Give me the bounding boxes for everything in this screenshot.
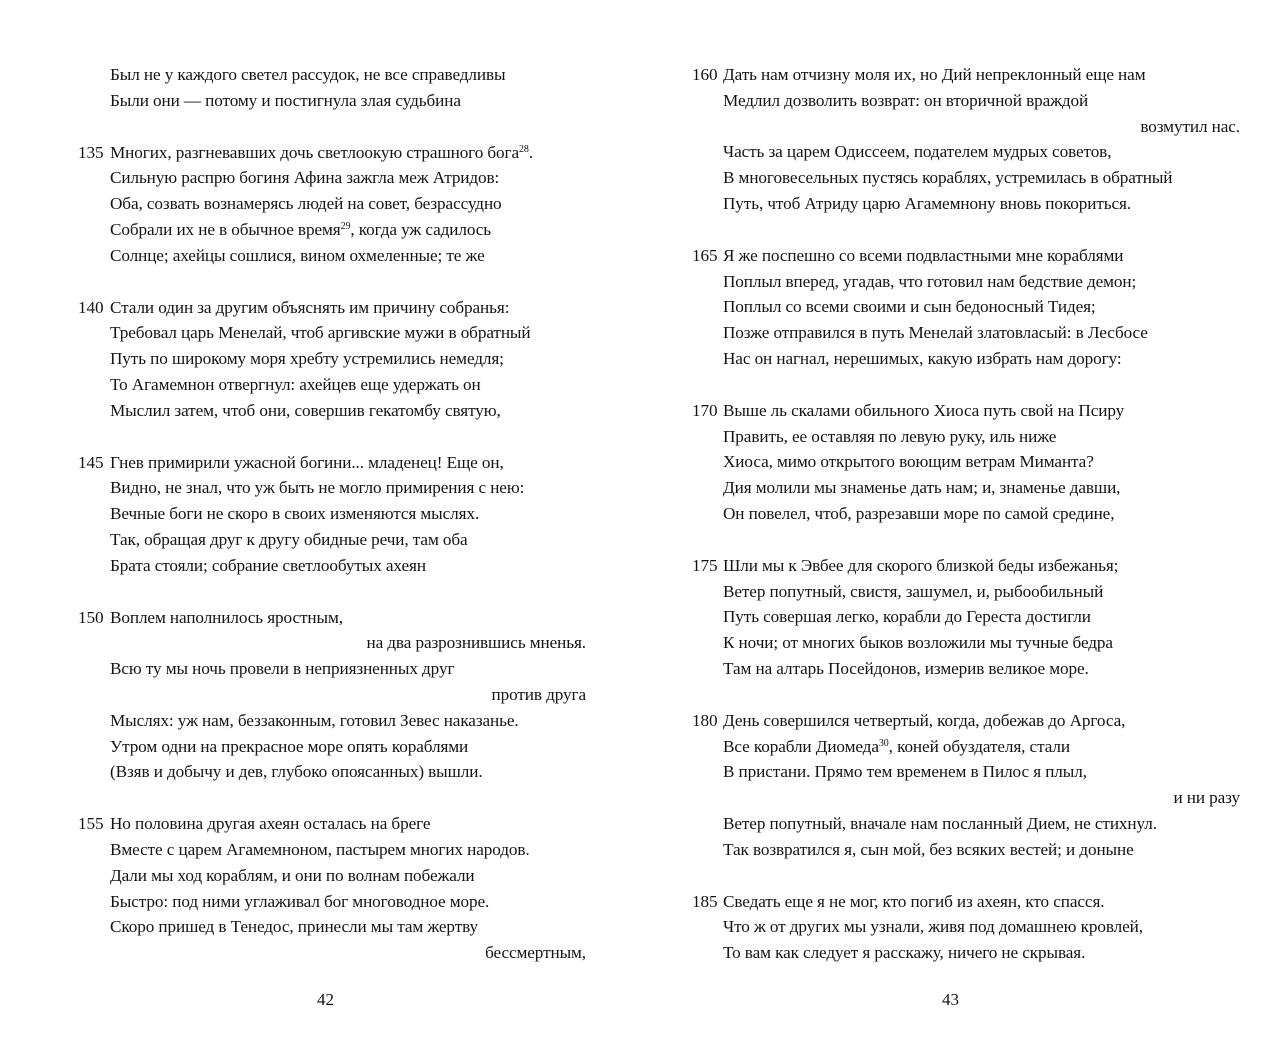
verse-line [640, 630, 1280, 656]
verse-text [110, 656, 454, 682]
verse-text-main: Что ж от других мы узнали, живя под домашнею кровлей, [723, 917, 1143, 937]
line-number: 185 [692, 891, 718, 911]
stanza [0, 62, 640, 114]
verse-text-main: День совершился четвертый, когда, добежав до Аргоса, [723, 710, 1126, 730]
verse-text [723, 553, 1118, 579]
verse-line [0, 811, 640, 837]
verse-text [723, 914, 1143, 940]
verse-text-main: Всю ту мы ночь провели в неприязненных друг [110, 659, 455, 679]
line-number: 135 [78, 142, 104, 162]
verse-line [640, 320, 1280, 346]
verse-text-main: Оба, созвать вознамерясь людей на совет, безрассудно [110, 194, 502, 214]
verse-text-main: Утром одни на прекрасное море опять кораблями [110, 736, 469, 756]
verse-text [110, 398, 501, 424]
verse-line [0, 217, 640, 243]
verse-text [110, 475, 524, 501]
verse-text-main: Я же поспешно со всеми подвластными мне кораблями [723, 245, 1124, 265]
verse-line [0, 605, 640, 631]
verse-text [723, 579, 1103, 605]
verse-text [723, 449, 1094, 475]
verse-text-main: Вечные боги не скоро в своих изменяются мыслях. [110, 504, 480, 524]
verse-line [640, 759, 1280, 785]
verse-line [0, 501, 640, 527]
verse-text-main: Нас он нагнал, нерешимых, какую избрать нам дорогу: [723, 348, 1122, 368]
verse-text [110, 914, 478, 940]
stanza [640, 62, 1280, 217]
verse-line [0, 165, 640, 191]
verse-text [110, 734, 468, 760]
verse-text [723, 811, 1157, 837]
verse-line [0, 88, 640, 114]
verse-line [640, 940, 1280, 966]
verse-text-main: Поплыл вперед, угадав, что готовил нам бедствие демон; [723, 271, 1137, 291]
verse-text-main: Править, ее оставляя по левую руку, иль ниже [723, 426, 1057, 446]
verse-line [640, 449, 1280, 475]
verse-text-main: Путь по широкому моря хребту устремились немедля; [110, 349, 504, 369]
verse-line [640, 139, 1280, 165]
stanza [640, 553, 1280, 682]
verse-text-main: Был не у каждого светел рассудок, не все справедливы [110, 65, 506, 84]
stanza [0, 811, 640, 966]
verse-text [723, 837, 1134, 863]
verse-line [0, 527, 640, 553]
verse-text-main: В многовесельных пустясь кораблях, устремилась в обратный [723, 168, 1173, 188]
verse-text-main: (Взяв и добычу и дев, глубоко опоясанных) вышли. [110, 762, 483, 782]
verse-text-main: Быстро: под ними углаживал бог многоводное море. [110, 891, 490, 911]
verse-line [640, 604, 1280, 630]
verse-text-main: Скоро пришед в Тенедос, принесли мы там жертву [110, 917, 479, 937]
verse-line [640, 165, 1280, 191]
verse-text [110, 295, 509, 321]
stanza [640, 398, 1280, 527]
verse-text-main: Гнев примирили ужасной богини... младенец! Еще он, [110, 452, 504, 472]
verse-line-continuation [640, 114, 1280, 140]
verse-text-main: Так, обращая друг к другу обидные речи, там оба [110, 529, 468, 549]
verse-line [640, 398, 1280, 424]
verse-text [723, 62, 1145, 88]
verse-line [640, 837, 1280, 863]
verse-text [110, 811, 430, 837]
verse-text-main: Хиоса, мимо открытого воющим ветрам Миманта? [723, 452, 1094, 472]
verse-text-main: Дать нам отчизну моля их, но Дий непреклонный еще нам [723, 65, 1146, 84]
line-number: 175 [692, 555, 718, 575]
line-number: 160 [692, 65, 718, 84]
verse-line-continuation [0, 630, 640, 656]
verse-line [640, 88, 1280, 114]
verse-text [723, 346, 1122, 372]
stanza [640, 889, 1280, 966]
verse-text [366, 630, 586, 656]
verse-line [0, 243, 640, 269]
verse-text [110, 191, 502, 217]
verse-text [723, 398, 1124, 424]
verse-text [723, 269, 1136, 295]
verse-text-main: В пристани. Прямо тем временем в Пилос я плыл, [723, 762, 1087, 782]
verse-text-main: Были они — потому и постигнула злая судьбина [110, 90, 461, 110]
verse-text-main: Дия молили мы знаменье дать нам; и, знаменье давши, [723, 478, 1121, 498]
line-number: 180 [692, 710, 718, 730]
line-number: 145 [78, 452, 104, 472]
verse-line-continuation [640, 785, 1280, 811]
verse-text [110, 605, 343, 631]
verse-text-main: Выше ль скалами обильного Хиоса путь свой на Псиру [723, 400, 1125, 420]
verse-text [492, 682, 586, 708]
verse-text [110, 217, 491, 243]
verse-line [0, 450, 640, 476]
right-page [640, 0, 1280, 1061]
verse-line [0, 140, 640, 166]
footnote-marker[interactable]: 28 [519, 143, 529, 155]
verse-line [0, 346, 640, 372]
verse-text [110, 501, 479, 527]
verse-text-main: Медлил дозволить возврат: он вторичной враждой [723, 90, 1089, 110]
verse-line [0, 62, 640, 88]
verse-text-main: Мыслях: уж нам, беззаконным, готовил Зевес наказанье. [110, 710, 519, 730]
verse-text [723, 940, 1085, 966]
verse-text-after-footnote: , когда уж садилось [350, 219, 492, 239]
verse-text [485, 940, 586, 966]
verse-text-main: Часть за царем Одиссеем, подателем мудрых советов, [723, 142, 1112, 162]
stanza [0, 140, 640, 269]
verse-line [0, 914, 640, 940]
verse-text-main: Сведать еще я не мог, кто погиб из ахеян, кто спасся. [723, 891, 1105, 911]
verse-text [110, 889, 489, 915]
line-number: 150 [78, 607, 104, 627]
stanza [640, 243, 1280, 372]
verse-text [723, 475, 1120, 501]
line-number: 155 [78, 814, 104, 834]
verse-line [0, 295, 640, 321]
verse-line [640, 914, 1280, 940]
verse-line [640, 811, 1280, 837]
verse-text-main: Так возвратился я, сын мой, без всяких вестей; и доныне [723, 839, 1134, 859]
verse-text-main: То вам как следует я расскажу, ничего не скрывая. [723, 943, 1086, 963]
verse-line [640, 424, 1280, 450]
verse-line [640, 294, 1280, 320]
verse-text [110, 62, 505, 88]
footnote-marker[interactable]: 30 [878, 737, 889, 749]
verse-text-main: Ветер попутный, свистя, зашумел, и, рыбообильный [723, 581, 1104, 601]
verse-line [0, 656, 640, 682]
verse-line [0, 398, 640, 424]
page-number-right: 43 [942, 990, 959, 1009]
verse-text [723, 630, 1113, 656]
verse-line [640, 475, 1280, 501]
verse-line [0, 889, 640, 915]
verse-text [110, 450, 504, 476]
verse-text-main: Дали мы ход кораблям, и они по волнам побежали [110, 865, 475, 885]
verse-text-main: Он повелел, чтоб, разрезавши море по самой средине, [723, 503, 1115, 523]
verse-line [0, 837, 640, 863]
verse-line-continuation [0, 940, 640, 966]
verse-text-main: Собрали их не в обычное время [110, 219, 341, 239]
verse-text-main: Видно, не знал, что уж быть не могло примирения с нею: [110, 478, 525, 498]
verse-line [640, 553, 1280, 579]
verse-text-main: Там на алтарь Посейдонов, измерив великое море. [723, 658, 1089, 678]
verse-text-main: Ветер попутный, вначале нам посланный Дием, не стихнул. [723, 813, 1157, 833]
verse-text [723, 656, 1089, 682]
verse-text [723, 88, 1088, 114]
verse-text [723, 191, 1131, 217]
verse-text-main: То Агамемнон отвергнул: ахейцев еще удержать он [110, 374, 481, 394]
verse-line [640, 191, 1280, 217]
verse-line [0, 759, 640, 785]
verse-text [110, 320, 530, 346]
verse-text [110, 708, 519, 734]
verse-text-main: возмутил нас. [1140, 116, 1240, 136]
verse-text [1173, 785, 1240, 811]
verse-text-main: Шли мы к Эвбее для скорого близкой беды избежанья; [723, 555, 1119, 575]
verse-text-main: Но половина другая ахеян осталась на бреге [110, 814, 431, 834]
verse-text-main: Все корабли Диомеда [723, 736, 879, 756]
verse-text-main: Путь совершая легко, корабли до Гереста достигли [723, 607, 1091, 627]
verse-text [110, 243, 485, 269]
footnote-marker[interactable]: 29 [340, 220, 351, 232]
verse-text [110, 140, 533, 166]
line-number: 140 [78, 297, 104, 317]
verse-text [723, 708, 1125, 734]
verse-line [0, 475, 640, 501]
verse-text-main: Вместе с царем Агамемноном, пастырем многих народов. [110, 839, 530, 859]
verse-text-after-footnote: , коней обуздателя, стали [888, 736, 1070, 756]
verse-line [640, 269, 1280, 295]
verse-line [640, 889, 1280, 915]
verse-text [110, 553, 426, 579]
verse-text-main: Брата стояли; собрание светлообутых ахеян [110, 555, 426, 575]
verse-text [723, 889, 1104, 915]
verse-text-main: Путь, чтоб Атриду царю Агамемнону вновь покориться. [723, 193, 1132, 213]
verse-line [640, 501, 1280, 527]
verse-text-main: Воплем наполнилось яростным, [110, 607, 343, 627]
verse-text [1140, 114, 1240, 140]
verse-text-main: против друга [491, 684, 586, 704]
verse-line [0, 191, 640, 217]
verse-text [110, 863, 475, 889]
stanza [0, 605, 640, 786]
verse-text-main: Позже отправился в путь Менелай златовласый: в Лесбосе [723, 323, 1148, 343]
verse-line [640, 734, 1280, 760]
verse-text [723, 320, 1148, 346]
verse-text-main: Поплыл со всеми своими и сын бедоносный Тидея; [723, 297, 1096, 317]
verse-line [0, 863, 640, 889]
verse-line [0, 553, 640, 579]
verse-text-main: бессмертным, [485, 943, 586, 963]
verse-line [640, 656, 1280, 682]
verse-line [640, 243, 1280, 269]
line-number: 165 [692, 245, 718, 265]
verse-text-main: Стали один за другим объяснять им причину собранья: [110, 297, 510, 317]
stanza [640, 708, 1280, 863]
verse-line-continuation [0, 682, 640, 708]
verse-text [110, 88, 461, 114]
right-page-verses [640, 62, 1280, 992]
verse-text-main: Солнце; ахейцы сошлися, вином охмеленные; те же [110, 245, 485, 265]
page-number-left: 42 [317, 990, 334, 1009]
verse-line [0, 734, 640, 760]
verse-text-main: Мыслил затем, чтоб они, совершив гекатомбу святую, [110, 400, 501, 420]
verse-line [640, 708, 1280, 734]
verse-text-main: Сильную распрю богиня Афина зажгла меж Атридов: [110, 168, 500, 188]
verse-text-main: Требовал царь Менелай, чтоб аргивские мужи в обратный [110, 323, 531, 343]
verse-text-main: К ночи; от многих быков возложили мы тучные бедра [723, 633, 1113, 653]
verse-text-main: Многих, разгневавших дочь светлоокую страшного бога [110, 142, 520, 162]
verse-text [110, 372, 481, 398]
verse-text [110, 165, 499, 191]
verse-text [723, 759, 1087, 785]
verse-text [723, 294, 1096, 320]
verse-text-main: и ни разу [1173, 788, 1240, 808]
verse-line [0, 372, 640, 398]
verse-text [110, 527, 468, 553]
verse-text [723, 243, 1123, 269]
verse-text [723, 734, 1070, 760]
stanza [0, 295, 640, 424]
verse-text [723, 165, 1172, 191]
verse-text [723, 501, 1114, 527]
verse-text [110, 759, 483, 785]
verse-line [640, 62, 1280, 88]
verse-text [723, 424, 1056, 450]
verse-text [110, 837, 530, 863]
left-page-verses [0, 62, 640, 992]
verse-line [640, 579, 1280, 605]
verse-text [723, 604, 1091, 630]
verse-text-main: на два разрознившись мненья. [366, 633, 586, 653]
verse-text [110, 346, 504, 372]
verse-line [0, 320, 640, 346]
verse-line [640, 346, 1280, 372]
verse-text [723, 139, 1111, 165]
stanza [0, 450, 640, 579]
verse-line [0, 708, 640, 734]
verse-text-after-footnote: . [528, 142, 534, 162]
line-number: 170 [692, 400, 718, 420]
